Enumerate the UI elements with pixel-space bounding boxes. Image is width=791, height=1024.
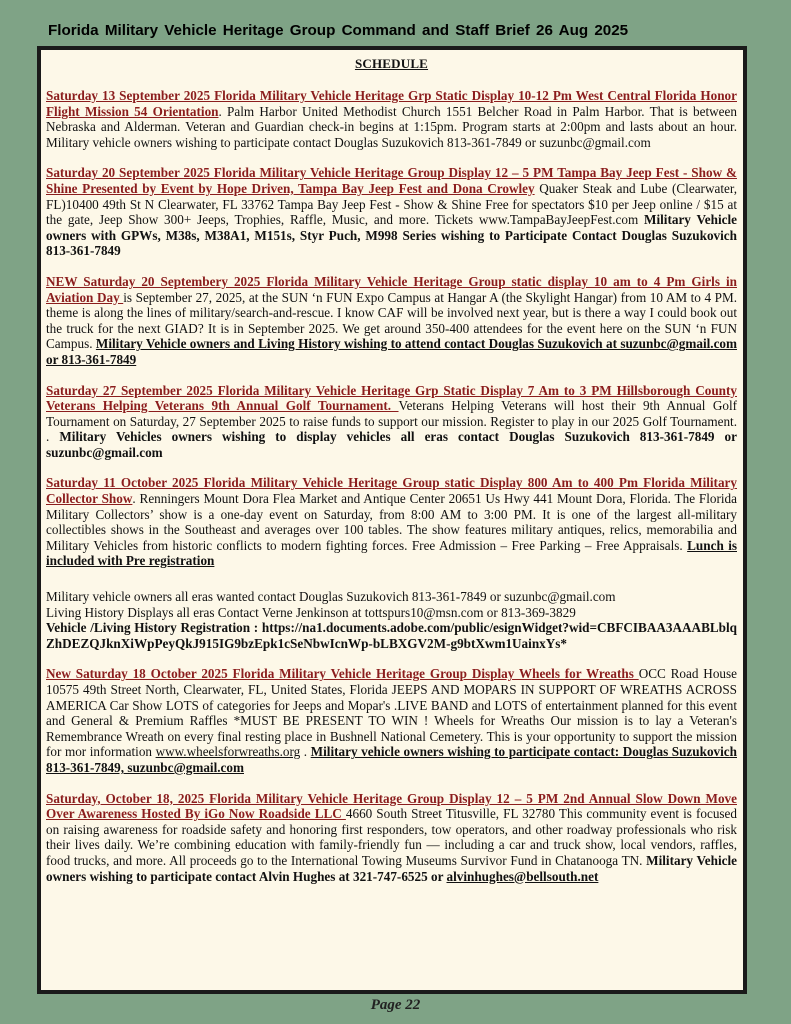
event-body: is September 27, 2025, at the SUN ‘n FUN Expo Campus at Hangar A (the Skylight Hangar) from 10 AM to 4 PM. theme is along the lines of military/search-and-rescue. I know CAF will be involved next year, but is there a way I could book out the truck for the next GIAD? It is in September 2025. We get around 350-400 attendees for the event here on the SUN ‘n FUN Campus. (46, 289, 738, 352)
wreaths-website-link[interactable]: www.wheelsforwreaths.org (155, 744, 301, 760)
event-slow-down-move-over (46, 791, 737, 885)
page-number: Page 22 (370, 997, 421, 1013)
event-jeep-fest (46, 165, 737, 259)
event-body: Quaker Steak and Lube (Clearwater, FL)10400 49th St N Clearwater, FL 33762 Tampa Bay Jeep Fest - Show & Shine Free for spectators $10 per Jeep online / $15 at the gate, Jeep Show 300+ Jeeps, Trophies, Raffle, Music, and more. Tickets www.TampaBayJeepFest.com (46, 180, 737, 228)
schedule-title: SCHEDULE (354, 56, 429, 71)
event-contact: Military Vehicles owners wishing to display vehicles all eras contact Douglas Suzukovich 813-361-7849 or suzunbc@gmail.com (46, 429, 737, 460)
event-title: Saturday 20 September 2025 Florida Military Vehicle Heritage Group Display 12 – 5 PM Tampa Bay Jeep Fest - Show & Shine Presented by Event by Hope Driven, Tampa Bay Jeep Fest and Dona Crowley (46, 165, 737, 196)
event-title: New Saturday 18 October 2025 Florida Military Vehicle Heritage Group Display Wheels for Wreaths (46, 666, 639, 682)
event-body: . Renningers Mount Dora Flea Market and Antique Center 20651 Us Hwy 441 Mount Dora, Florida. The Florida Military Collectors’ show is a one-day event on Saturday, from 8:00 AM to 3:00 PM. It is one of the largest all-military collectibles shows in the Southeast and averages over 100 tables. The show features military antiques, relics, memorabilia and Military Vehicles from historic conflicts to modern fighting forces. Free Admission – Free Parking – Free Appraisals. (46, 491, 737, 553)
event-golf-tournament (46, 383, 737, 461)
event-honor-flight (46, 88, 737, 150)
page-header: Florida Military Vehicle Heritage Group Command and Staff Brief 26 Aug 2025 (48, 22, 629, 39)
contact-line-living-history: Living History Displays all eras Contact Verne Jenkinson at tottspurs10@msn.com or 813-369-3829 (46, 604, 576, 620)
event-contact: Military Vehicle owners wishing to participate contact Alvin Hughes at 321-747-6525 or (46, 852, 737, 884)
event-wheels-for-wreaths (46, 666, 737, 775)
event-collector-show-contacts (46, 589, 737, 651)
event-contact: Military Vehicle owners and Living History wishing to attend contact Douglas Suzukovich at suzunbc@gmail.com or 813-361-7849 (46, 336, 738, 367)
event-contact: Military vehicle owners wishing to participate contact: Douglas Suzukovich 813-361-7849, suzunbc@gmail.com (46, 744, 737, 775)
event-body: OCC Road House 10575 49th Street North, Clearwater, FL, United States, Florida JEEPS AND MOPARS IN SUPPORT OF WREATHS ACROSS AMERICA Car Show LOTS of categories for Jeeps and Mopar's .LIVE BAND and LOTS of entertainment planned for this event and General & Premium Raffles *MUST BE PRESENT TO WIN ! Wheels for Wreaths Our mission is to lay a Veteran's Remembrance Wreath on every final resting place in Bushnell National Cemetery. This is your opportunity to support the mission for mor information (46, 666, 738, 760)
registration-link[interactable]: Vehicle /Living History Registration : https://na1.documents.adobe.com/public/esignWidget?wid=CBFCIBAA3AAABLblqZhDEZQJknXiWpPeyQkJ915IG9bzEpk1cSeNbwIcnWp-bLBXGV2M-g9btXwm1UainxYs* (46, 620, 737, 651)
event-girls-in-aviation (46, 274, 737, 368)
event-military-collector-show (46, 475, 737, 569)
event-contact: Military Vehicle owners with GPWs, M38s, M38A1, M151s, Styr Puch, M998 Series wishing to Participate Contact Douglas Suzukovich 813-361-7849 (46, 212, 737, 259)
event-lunch-note: Lunch is included with Pre registration (46, 537, 737, 569)
event-separator: . (300, 744, 311, 760)
event-body: . Palm Harbor United Methodist Church 1551 Belcher Road in Palm Harbor. That is between Nebraska and Alderman. Veteran and Guardian check-in begins at 1:15pm. Program starts at 2:00pm and lasts about an hour. Military vehicle owners wishing to participate contact Douglas Suzukovich 813-361-7849 or suzunbc@gmail.com (46, 103, 737, 150)
event-title: NEW Saturday 20 Septembery 2025 Florida Military Vehicle Heritage Group static display 10 am to 4 Pm Girls in Aviation Day (46, 273, 737, 305)
event-title: Saturday 11 October 2025 Florida Military Vehicle Heritage Group static Display 800 Am to 400 Pm Florida Military Collector Show (46, 475, 737, 507)
contact-line-vehicles: Military vehicle owners all eras wanted contact Douglas Suzukovich 813-361-7849 or suzunbc@gmail.com (46, 589, 616, 605)
schedule-panel (37, 46, 747, 994)
event-title: Saturday 13 September 2025 Florida Military Vehicle Heritage Grp Static Display 10-12 Pm West Central Florida Honor Flight Mission 54 Orientation (46, 88, 737, 119)
event-title: Saturday, October 18, 2025 Florida Military Vehicle Heritage Group Display 12 – 5 PM 2nd Annual Slow Down Move Over Awareness Hosted By iGo Now Roadside LLC (46, 790, 737, 822)
event-title: Saturday 27 September 2025 Florida Military Vehicle Heritage Grp Static Display 7 Am to 3 PM Hillsborough County Veterans Helping Veterans 9th Annual Golf Tournament. (46, 382, 737, 414)
email-link[interactable]: alvinhughes@bellsouth.net (446, 868, 599, 884)
event-body: 4660 South Street Titusville, FL 32780 This community event is focused on raising awareness for roadside safety and honoring first responders, tow operators, and other roadway professionals who risk their lives daily. We’re combining education with family-friendly fun — including a car and truck show, local vendors, raffles, food trucks, and more. All proceeds go to the International Towing Museums Survivor Fund in Chatanooga TN. (46, 806, 737, 868)
event-body: Veterans Helping Veterans will host their 9th Annual Golf Tournament on Saturday, 27 September 2025 to raise funds to support our mission. Register to play in our 2025 Golf Tournament. . (46, 398, 737, 445)
